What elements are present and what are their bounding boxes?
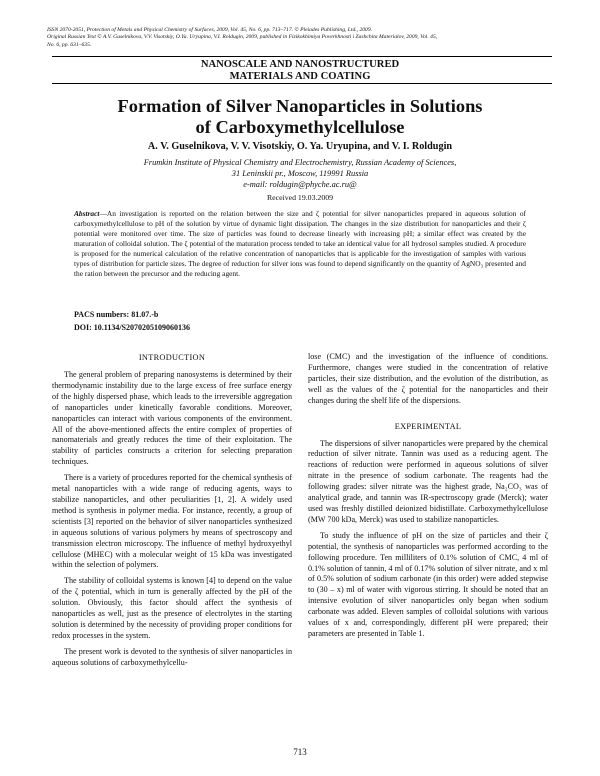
header-note-line-1: ISSN 2070-2051, Protection of Metals and Physical Chemistry of Surfaces, 2009, Vol. 45, No. 6, pp. 713–717. © Pleiades Publishing, Ltd., 2009. xyxy=(47,27,373,33)
article-title xyxy=(70,96,530,138)
header-note-line-3: No. 6, pp. 631–635. xyxy=(47,41,92,48)
journal-header-note xyxy=(47,27,557,49)
affiliation xyxy=(52,157,548,191)
experimental-heading: EXPERIMENTAL xyxy=(394,421,462,431)
abstract-text: —An investigation is reported on the relation between the size and ζ potential for silver nanoparticles prepared in aqueous solution of carboxymethylcellulose to pH of the solution by virtue of dynamic light dissipation. The changes in the size distribution for nanoparticles and their ζ potential were monitored over time. The size of particles was found to decrease linearly with increasing pH; a similar effect was created by the maturation of colloidal solution. The ζ potential of the maturation process tended to take an identical value for all hydrosol samples studied. A procedure is proposed for the numerical calculation of the relative concentration of nanoparticles that is applicable for the investigation of samples with various types of distribution for particle sizes. The degree of reduction for silver ions was found to depend significantly on the quantity of AgNO₃ presented and the ration between the precursor and the reducing agent. xyxy=(74,209,526,278)
header-rule-top xyxy=(52,56,552,57)
section-header xyxy=(142,59,458,83)
introduction-heading: INTRODUCTION xyxy=(138,353,206,362)
pacs-numbers: PACS numbers: 81.07.-b xyxy=(74,310,159,319)
affiliation-line-2: 31 Leninskii pr., Moscow, 119991 Russia xyxy=(231,169,369,179)
affiliation-email: e-mail: roldugin@phyche.ac.ru@ xyxy=(243,180,357,190)
section-header-line-1: NANOSCALE AND NANOSTRUCTURED xyxy=(200,59,400,70)
experimental-paragraph-1: The dispersions of silver nanoparticles were prepared by the chemical reduction of silver nitrate. Tannin was used as a reducing agent. The reactions of reduction were performed in aqueous solutions of silver nitrate in the presence of sodium carbonate. The reagents had the following grades: silver nitrate was the highest grade, Na₂CO₃ was of analytical grade, and tannin was IR-spectroscopy grade (Merck); water used was freshly distilled deionized bidistillate. Carboxymethylcellulose (MW 700 kDa, Merck) was used to stabilize nanoparticles. xyxy=(308,438,548,524)
received-date: Received 19.03.2009 xyxy=(266,193,334,202)
affiliation-line-1: Frumkin Institute of Physical Chemistry and Electrochemistry, Russian Academy of Sciences, xyxy=(143,158,457,167)
header-note-line-2: Original Russian Text © A.V. Guselnikova, V.V. Visotskiy, O.Ya. Uryupina, V.I. Roldugin, 2009, published in Fizikokhimiya Poverkhnosti i Zashchita Materialov, 2009, Vol. 45, xyxy=(47,34,438,41)
title-line-2: of Carboxymethylcellulose xyxy=(195,117,405,137)
header-rule-bottom xyxy=(52,83,552,84)
intro-paragraph-2: There is a variety of procedures reported for the chemical synthesis of metal nanoparticles with a wide range of reducing agents, ways to stabilize nanoparticles, and other peculiarities [1, 2]. A widely used method is synthesis in polymer media. For instance, recently, a group of scientists [3] reported on the behavior of silver nanoparticles synthesized in aqueous solutions of various polymers by means of spectroscopy and transmission electron microscopy. The influence of methyl hydroxyethyl cellulose (MHEC) with a molecular weight of 15 kDa was investigated within the selection of polymers. xyxy=(52,473,292,570)
intro-paragraph-4: The present work is devoted to the synthesis of silver nanoparticles in aqueous solutions of carboxymethylcellu- xyxy=(52,646,292,667)
left-column xyxy=(52,352,292,674)
doi: DOI: 10.1134/S2070205109060136 xyxy=(74,323,191,332)
title-line-1: Formation of Silver Nanoparticles in Solutions xyxy=(117,96,483,116)
intro-paragraph-1: The general problem of preparing nanosystems is determined by their thermodynamic instability due to the large excess of free surface energy of the highly dispersed phase, which leads to the irreversible aggregation of nanoparticles under kinetically favorable conditions. Moreover, nanoparticles can interact with various components of the environment. All of the above-mentioned affects the entire complex of properties of nanomaterials and greatly reduces the time of their exploitation. The stability of particles constructs a criterion for selecting preparation techniques. xyxy=(52,370,292,467)
abstract-label: Abstract xyxy=(74,209,100,218)
authors: A. V. Guselnikova, V. V. Visotskiy, O. Ya. Uryupina, and V. I. Roldugin xyxy=(147,141,453,152)
page-number: 713 xyxy=(293,747,307,757)
experimental-paragraph-2: To study the influence of pH on the size of particles and their ζ potential, the synthesis of nanoparticles was performed according to the following procedure. Ten milliliters of 0.1% solution of CMC, 4 ml of 0.1% solution of tannin, 4 ml of 0.17% solution of silver nitrate, and x ml of 0.5% solution of sodium carbonate (in this order) were added stepwise to (30 – x) ml of water with vigorous stirring. It should be noted that an intensive evolution of silver nanoparticles only began when sodium carbonate was added. Eleven samples of colloidal solutions with various values of x and, correspondingly, different pH were prepared; their parameters are presented in Table 1. xyxy=(308,530,548,638)
right-column xyxy=(308,352,548,645)
intro-paragraph-3: The stability of colloidal systems is known [4] to depend on the value of the ζ potential, which in turn is generally affected by the pH of the solution. Obviously, this factor should affect the synthesis of nanoparticles as well, just as the presence of electrolytes in the starting solution is determined by the necessity of providing proper conditions for redox processes in the system. xyxy=(52,576,292,640)
abstract xyxy=(74,209,526,279)
section-header-line-2: MATERIALS AND COATING xyxy=(229,71,371,82)
intro-continuation: lose (CMC) and the investigation of the influence of conditions. Furthermore, changes were studied in the concentration of relative particles, their size distribution, and the evolution of the distribution, as well as the values of the ζ potential for the nanoparticles and their changes during the shelf life of the dispersions. xyxy=(308,352,548,405)
